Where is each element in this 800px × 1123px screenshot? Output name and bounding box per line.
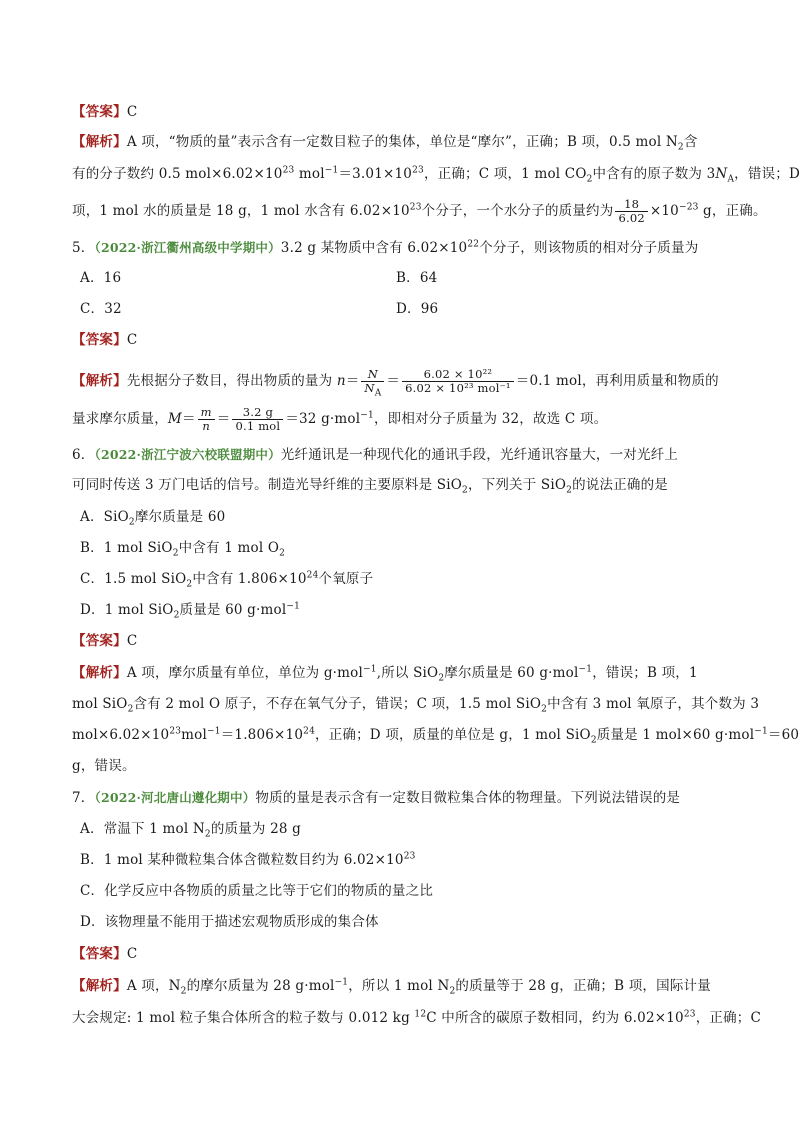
q7-option-a: A．常温下 1 mol $N_2$的质量为 28 g: [80, 821, 302, 840]
q5-option-a: A．16: [80, 270, 122, 286]
q5-option-b: B．64: [396, 270, 438, 286]
fraction: $\frac{N}{N_A}$: [361, 368, 384, 395]
q6-analysis-line-1: 【解析】A 项，摩尔质量有单位，单位为 g·mol$^{-1}$,所以 SiO$_2$摩尔质量是 60 g·mol$^{-1}$，错误；B 项，1: [72, 664, 698, 684]
fraction: $\frac{3.2 g}{\text{0.1 mol}}$: [232, 406, 283, 433]
fraction: $\frac{18}{6.02}$: [615, 198, 647, 225]
q7-source: （2022·河北唐山遵化期中）: [94, 790, 256, 805]
q5-option-d: D．96: [396, 301, 439, 317]
q5-analysis-line-1: 【解析】先根据分子数目，得出物质的量为 n＝ $\frac{N}{N_A}$ ＝ $\frac{\text{6.02 × 10²²}}{\text{6.02 × 10²³ mol⁻¹}}$ ＝0.1 mol，再利用质量和物质的: [72, 367, 719, 399]
q5-option-c: C．32: [80, 301, 122, 317]
q4-analysis-line-2: 有的分子数约 0.5 $mol\times 6.02\times 10^{23}$ $mol^{-1}=3.01\times 10^{23}$，正确；C 项，1 mol $CO_2$中含有的原子数为 $3N_A$，错误；D: [72, 165, 800, 185]
q5-source: （2022·浙江衢州高级中学期中）: [94, 240, 281, 255]
q7-stem: 7．（2022·河北唐山遵化期中）物质的量是表示含有一定数目微粒集合体的物理量。下列说法错误的是: [72, 790, 681, 806]
q6-answer-line: 【答案】C: [72, 633, 138, 649]
q6-analysis-line-3: $mol\times 6.02\times 10^{23}mol^{-1}=1.806\times 10^{24}$，正确；D 项，质量的单位是 g，1 mol SiO$_2$质量是 1 mol×60 g·mol$^{-1}$＝60: [72, 726, 800, 746]
q4-analysis-line-3: 项，1 mol 水的质量是 18 g，1 mol 水含有 $6.02\times 10^{23}$个分子，一个水分子的质量约为 $\frac{18}{6.02}$ $\times 10^{-23}$ g，正确。: [72, 197, 767, 225]
q7-option-b: B．1 mol 某种微粒集合体含微粒数目约为 $6.02\times 10^{23}$: [80, 851, 416, 868]
q6-stem-line-2: 可同时传送 3 万门电话的信号。制造光导纤维的主要原料是 SiO$_2$，下列关于 SiO$_2$的说法正确的是: [72, 477, 669, 496]
q7-option-c: C．化学反应中各物质的质量之比等于它们的物质的量之比: [80, 883, 434, 899]
q6-analysis-line-2: mol SiO$_2$含有 2 mol O 原子，不存在氧气分子，错误；C 项，1.5 mol SiO$_2$中含有 3 mol 氧原子，其个数为 3: [72, 696, 760, 715]
q5-options-row-1: [72, 268, 724, 288]
q5-stem: 5．（2022·浙江衢州高级中学期中）3.2 g 某物质中含有 $6.02\times 10^{22}$个分子，则该物质的相对分子质量为: [72, 239, 699, 256]
q6-answer: C: [126, 633, 138, 649]
q6-option-a: A．SiO$_2$摩尔质量是 60: [80, 509, 226, 528]
q6-option-c: C．1.5 mol SiO$_2$中含有 $1.806\times 10^{24}$个氧原子: [80, 570, 374, 590]
q4-answer-line: [72, 102, 724, 122]
q5-answer-line: 【答案】C: [72, 332, 138, 348]
q5-options-row-2: [72, 299, 724, 319]
q6-source: （2022·浙江宁波六校联盟期中）: [94, 447, 281, 462]
q7-answer: C: [126, 946, 138, 962]
q6-option-d: D．1 mol SiO$_2$质量是 60 g·mol$^{-1}$: [80, 601, 301, 621]
q5-analysis-line-2: 量求摩尔质量，M＝ $\frac{m}{n}$ ＝ $\frac{3.2 g}{\text{0.1 mol}}$ ＝32 g·mol$^{-1}$，即相对分子质量为 32，故选 C 项。: [72, 405, 608, 433]
analysis-label: 【解析】: [72, 134, 127, 150]
answer-label: 【答案】: [72, 104, 127, 120]
fraction: $\frac{\text{6.02 × 10²²}}{\text{6.02 × 10²³ mol⁻¹}}$: [402, 368, 514, 395]
q4-answer: C: [126, 104, 138, 120]
q7-analysis-line-2: 大会规定: 1 mol 粒子集合体所含的粒子数与 0.012 kg $^{12}$C 中所含的碳原子数相同，约为 $6.02\times 10^{23}$，正确；C: [72, 1009, 762, 1026]
q4-analysis-line-1: 【解析】A 项，“物质的量”表示含有一定数目粒子的集体，单位是“摩尔”，正确；B 项，0.5 mol $N_2$含: [72, 134, 698, 153]
q6-stem-line-1: 6．（2022·浙江宁波六校联盟期中）光纤通讯是一种现代化的通讯手段，光纤通讯容量大，一对光纤上: [72, 447, 679, 463]
q7-analysis-line-1: 【解析】A 项，$N_2$的摩尔质量为 28 g·mol$^{-1}$，所以 1 mol $N_2$的质量等于 28 g，正确；B 项，国际计量: [72, 977, 711, 997]
fraction: $\frac{m}{n}$: [198, 406, 215, 433]
q5-answer: C: [126, 332, 138, 348]
q7-answer-line: 【答案】C: [72, 946, 138, 962]
q6-analysis-line-4: g，错误。: [72, 758, 136, 774]
q6-option-b: B．1 mol SiO$_2$中含有 1 mol $O_2$: [80, 540, 286, 559]
q7-option-d: D．该物理量不能用于描述宏观物质形成的集合体: [80, 914, 379, 930]
